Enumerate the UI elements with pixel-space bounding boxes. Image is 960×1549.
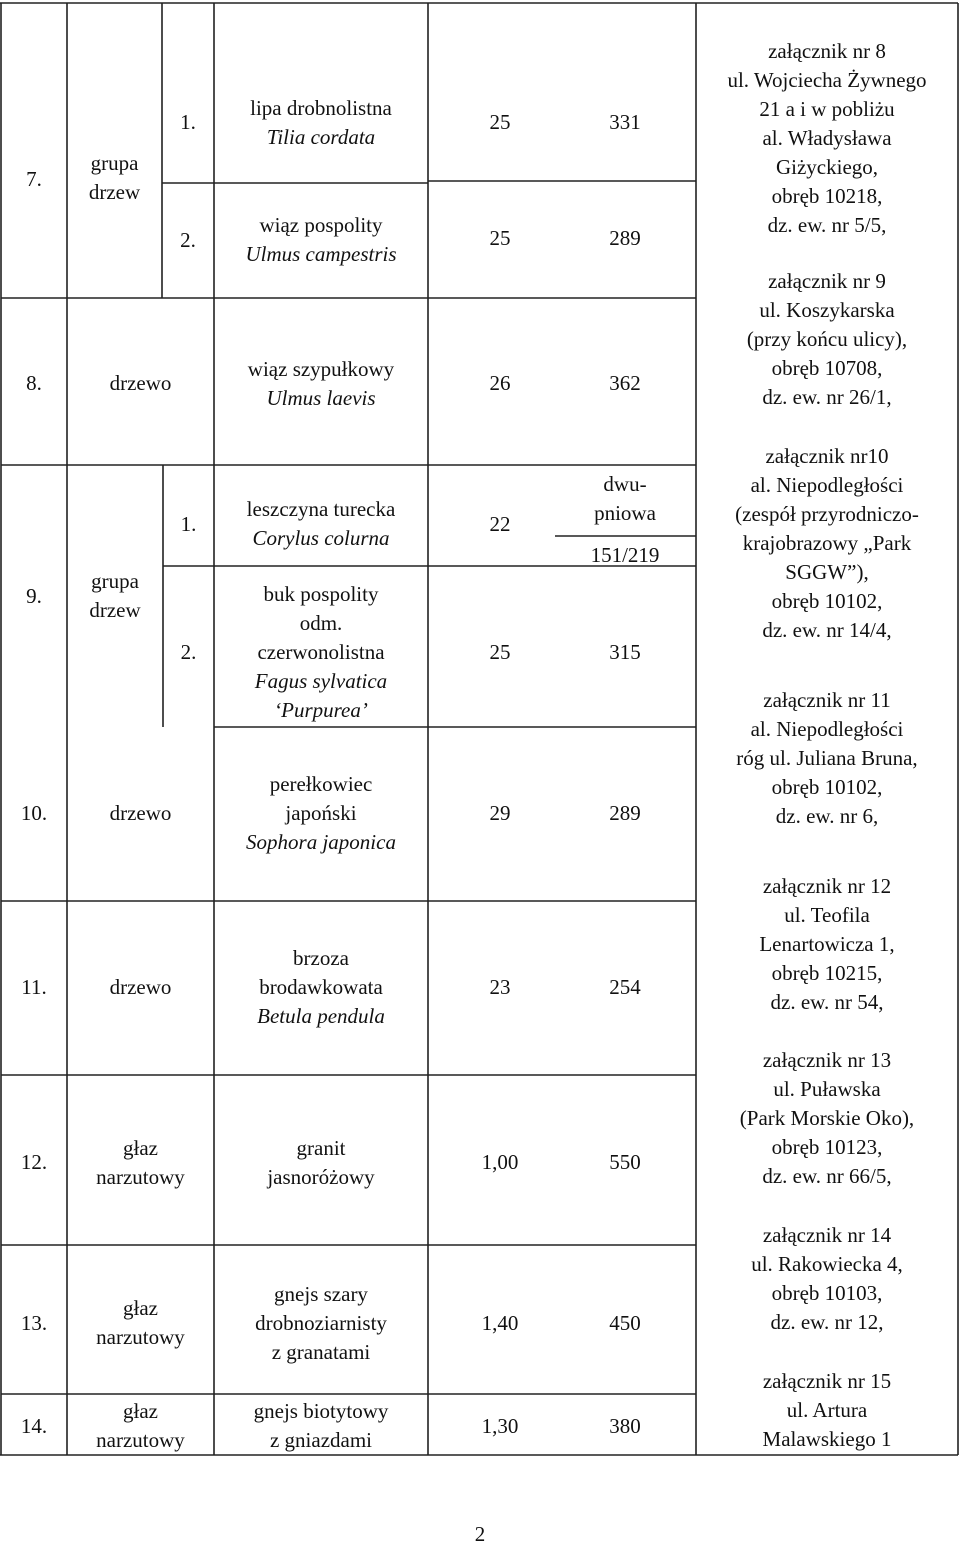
row-7-location: załącznik nr 8 ul. Wojciecha Żywnego 21 a i w pobliżu al. Władysława Giżyckiego, obręb 10218, dz. ew. nr 5/5,	[727, 39, 927, 237]
row-12-lp: 12.	[20, 1150, 48, 1174]
row-8-type: drzewo	[109, 371, 172, 395]
row-8-height: 26	[489, 371, 511, 395]
row-8-name: wiąz szypułkowy Ulmus laevis	[247, 357, 395, 410]
row-12-location: załącznik nr 13 ul. Puławska (Park Morskie Oko), obręb 10123, dz. ew. nr 66/5,	[739, 1048, 915, 1188]
row-9-lp: 9.	[26, 584, 42, 608]
row-10-circumference: 289	[609, 801, 641, 825]
row-9-type: grupa drzew	[89, 569, 141, 622]
row-13-height: 1,40	[481, 1311, 519, 1335]
row-9-location: załącznik nr10 al. Niepodległości (zespół przyrodniczo- krajobrazowy „Park SGGW”), obręb 10102, dz. ew. nr 14/4,	[735, 444, 919, 642]
row-7-item-1-height: 25	[489, 110, 511, 134]
row-9-item-1-circumference: 151/219	[590, 543, 660, 567]
row-9-item-2-name: buk pospolity odm. czerwonolistna Fagus sylvatica ‘Purpurea’	[254, 582, 388, 722]
row-8-circumference: 362	[609, 371, 641, 395]
row-8-location: załącznik nr 9 ul. Koszykarska (przy końcu ulicy), obręb 10708, dz. ew. nr 26/1,	[746, 269, 908, 409]
row-7-type: grupa drzew	[88, 151, 141, 204]
row-9-item-1-height: 22	[489, 512, 511, 536]
row-9-item-2-circumference: 315	[609, 640, 641, 664]
row-14-name: gnejs biotytowy z gniazdami	[253, 1399, 389, 1452]
row-10-type: drzewo	[109, 801, 172, 825]
row-12-circumference: 550	[609, 1150, 641, 1174]
row-7-item-1-name: lipa drobnolistna Tilia cordata	[250, 96, 392, 149]
row-11-lp: 11.	[21, 975, 47, 999]
row-12-type: głaz narzutowy	[96, 1136, 185, 1189]
row-9-item-1-nr: 1.	[180, 512, 197, 536]
row-7-item-2-name: wiąz pospolity Ulmus campestris	[245, 213, 397, 266]
row-7-item-2-circumference: 289	[609, 226, 641, 250]
row-13-type: głaz narzutowy	[96, 1296, 185, 1349]
row-9-item-2-height: 25	[489, 640, 511, 664]
row-11-name: brzoza brodawkowata Betula pendula	[257, 946, 385, 1028]
row-8-lp: 8.	[26, 371, 42, 395]
row-9-item-1-trunks: dwu- pniowa	[594, 472, 656, 525]
row-14-circumference: 380	[609, 1414, 641, 1438]
row-10-height: 29	[489, 801, 511, 825]
row-12-height: 1,00	[481, 1150, 519, 1174]
row-13-name: gnejs szary drobnoziarnisty z granatami	[255, 1282, 387, 1364]
row-7-item-1-circumference: 331	[609, 110, 641, 134]
row-7-lp: 7.	[26, 167, 42, 191]
row-7-item-2-height: 25	[489, 226, 511, 250]
row-14-type: głaz narzutowy	[96, 1399, 185, 1452]
page-number: 2	[474, 1522, 486, 1546]
row-11-location: załącznik nr 12 ul. Teofila Lenartowicza 1, obręb 10215, dz. ew. nr 54,	[759, 874, 895, 1014]
row-7-item-2-nr: 2.	[180, 228, 196, 252]
row-13-lp: 13.	[20, 1311, 48, 1335]
row-11-height: 23	[489, 975, 511, 999]
row-13-circumference: 450	[609, 1311, 641, 1335]
row-7-item-1-nr: 1.	[180, 110, 196, 134]
row-14-location: załącznik nr 15 ul. Artura Malawskiego 1	[762, 1369, 892, 1451]
row-10-lp: 10.	[20, 801, 48, 825]
row-13-location: załącznik nr 14 ul. Rakowiecka 4, obręb 10103, dz. ew. nr 12,	[751, 1223, 903, 1334]
row-14-lp: 14.	[20, 1414, 48, 1438]
row-14-height: 1,30	[481, 1414, 519, 1438]
row-9-item-2-nr: 2.	[180, 640, 197, 664]
row-9-item-1-name: leszczyna turecka Corylus colurna	[246, 497, 396, 550]
row-11-circumference: 254	[609, 975, 641, 999]
row-12-name: granit jasnoróżowy	[267, 1136, 375, 1189]
row-10-location: załącznik nr 11 al. Niepodległości róg ul. Juliana Bruna, obręb 10102, dz. ew. nr 6,	[736, 688, 918, 828]
row-10-name: perełkowiec japoński Sophora japonica	[246, 772, 396, 854]
row-11-type: drzewo	[109, 975, 172, 999]
